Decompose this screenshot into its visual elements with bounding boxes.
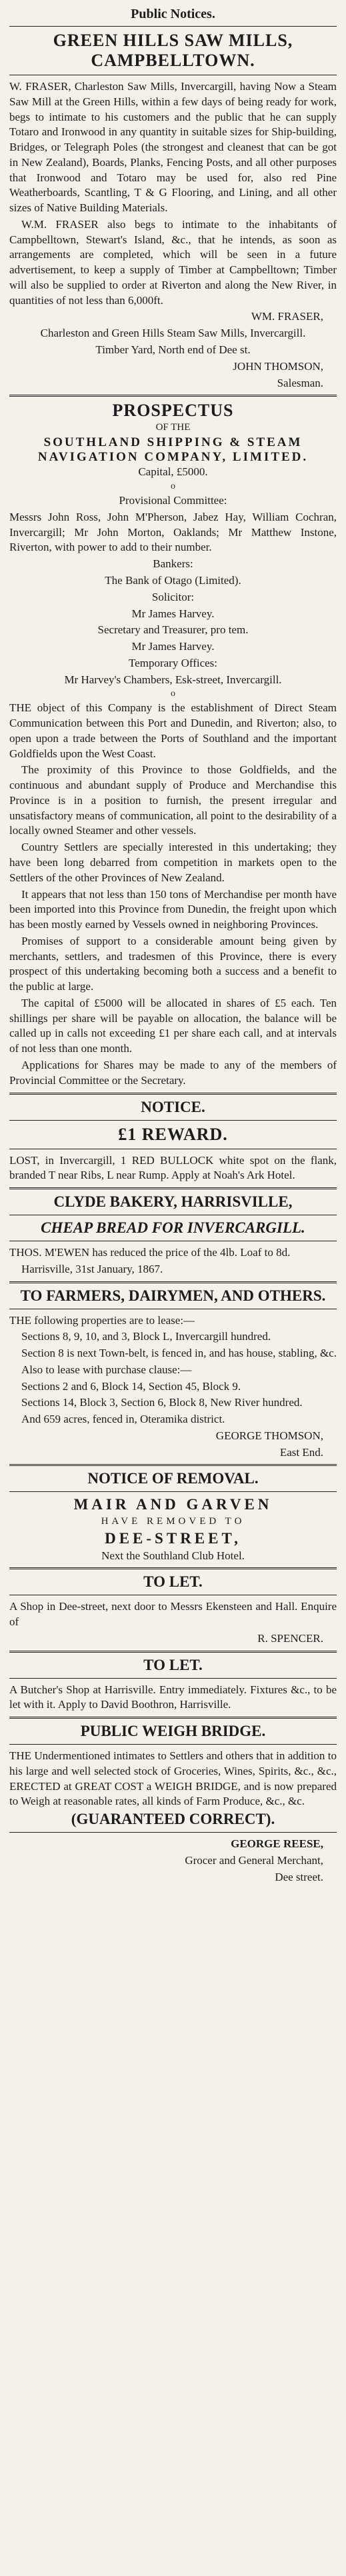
divider bbox=[9, 1678, 337, 1679]
to-let-shop-ad bbox=[9, 1573, 337, 1646]
bakery-body: THOS. M'EWEN has reduced the price of the 4lb. Loaf to 8d. bbox=[9, 1246, 291, 1259]
secretary-label: Secretary and Treasurer, pro tem. bbox=[97, 623, 249, 637]
bakery-ad bbox=[9, 1193, 337, 1277]
weigh-bridge-sig-role: Grocer and General Merchant, bbox=[185, 1853, 323, 1867]
prospectus-p6: The capital of £5000 will be allocated in shares of £5 each. Ten shillings per share will be payable on allocation, the balance will be called up in calls not exceeding £1 per share each call, and at intervals of not less than one month. bbox=[9, 996, 337, 1055]
weigh-bridge-sig-place: Dee street. bbox=[275, 1870, 323, 1883]
bakery-sub: CHEAP BREAD FOR INVERCARGILL. bbox=[41, 1219, 305, 1237]
sawmill-ad bbox=[9, 31, 337, 391]
removal-line-2: DEE-STREET, bbox=[105, 1529, 241, 1547]
sawmill-sig-name: WM. FRASER, bbox=[251, 310, 323, 323]
weigh-bridge-heading: PUBLIC WEIGH BRIDGE. bbox=[80, 1723, 266, 1740]
divider bbox=[9, 1120, 337, 1121]
prospectus-p3: Country Settlers are specially interested in this undertaking; they have been long debarred from competition in markets open to the Settlers of the other Provinces of New Zealand. bbox=[9, 841, 337, 884]
to-let-heading: TO LET. bbox=[143, 1656, 203, 1673]
lease-item: Sections 8, 9, 10, and 3, Block L, Invercargill hundred. bbox=[21, 1330, 271, 1343]
prospectus-ad bbox=[9, 401, 337, 1088]
committee-members: Messrs John Ross, John M'Pherson, Jabez Hay, William Cochran, Invercargill; Mr John Morton, Oaklands; Mr Matthew Instone, Riverton, with power to add to their number. bbox=[9, 510, 337, 554]
prospectus-heading: PROSPECTUS bbox=[112, 401, 234, 421]
ornament: o bbox=[171, 689, 175, 699]
solicitor: Mr James Harvey. bbox=[131, 607, 215, 620]
prospectus-p2: The proximity of this Province to those Goldfields, and the continuous and abundant supply of Produce and Merchandise this Province is in a position to furnish, the present irregular and unsatisfactory means of communication, all point to the desirability of a locally owned Steamer and other vessels. bbox=[9, 763, 337, 837]
sawmill-timber-yard: Timber Yard, North end of Dee st. bbox=[95, 343, 251, 357]
prospectus-of-the: OF THE bbox=[155, 422, 191, 433]
bankers: The Bank of Otago (Limited). bbox=[105, 574, 241, 587]
bakery-date: Harrisville, 31st January, 1867. bbox=[21, 1262, 163, 1275]
removal-line-1: HAVE REMOVED TO bbox=[101, 1516, 245, 1527]
notice-heading: NOTICE. bbox=[141, 1098, 205, 1115]
prospectus-capital: Capital, £5000. bbox=[138, 465, 208, 479]
divider bbox=[9, 1491, 337, 1492]
lease-item: Sections 14, Block 3, Section 6, Block 8, New River hundred. bbox=[21, 1396, 303, 1409]
to-let-butcher-ad bbox=[9, 1657, 337, 1713]
weigh-bridge-guarantee: (GUARANTEED CORRECT). bbox=[71, 1811, 275, 1828]
weigh-bridge-body: THE Undermentioned intimates to Settlers and others that in addition to his large and well selected stock of Groceries, Wines, Spirits, &c., &c., ERECTED at GREAT COST a WEIGH BRIDGE, and is now prepared to Weigh at reasonable rates, all kinds of Farm Produce, &c., &c. bbox=[9, 1749, 337, 1808]
sawmill-agent: JOHN THOMSON, bbox=[233, 359, 323, 373]
divider bbox=[9, 1093, 337, 1095]
divider bbox=[9, 1567, 337, 1569]
sawmill-body-1: W. FRASER, Charleston Saw Mills, Invercargill, having Now a Steam Saw Mill at the Green Hills, within a few days of being ready for work, begs to intimate to his customers and the public that he can supply Totaro and Ironwood in any quantity in suitable sizes for Ship-building, Bridges, or Telegraph Poles (the strongest and cleanest that can be got in New Zealand), Boards, Planks, Fencing Posts, and all other purposes that Ironwood and Totaro may be used for, also red Pine Weatherboards, Scantling, T & G Flooring, and Lining, and all other sizes of Native Building Materials. bbox=[9, 80, 337, 215]
prospectus-p4: It appears that not less than 150 tons of Merchandise per month have been imported into this Province from Dunedin, the freight upon which has been mostly earned by Vessels owned in neighboring Provinces. bbox=[9, 887, 337, 931]
lease-item: Section 8 is next Town-belt, is fenced in, and has house, stabling, &c. bbox=[21, 1347, 337, 1360]
sawmill-agent-role: Salesman. bbox=[277, 376, 323, 389]
offices: Mr Harvey's Chambers, Esk-street, Invercargill. bbox=[64, 673, 282, 686]
divider bbox=[9, 395, 337, 397]
divider bbox=[9, 1744, 337, 1745]
to-let-sig: R. SPENCER. bbox=[257, 1631, 323, 1645]
to-let-heading: TO LET. bbox=[143, 1573, 203, 1591]
prospectus-company: SOUTHLAND SHIPPING & STEAM NAVIGATION COMPANY, LIMITED. bbox=[37, 435, 309, 465]
prospectus-p5: Promises of support to a considerable amount being given by merchants, settlers, and tradesmen of this Province, there is every prospect of this undertaking becoming both a success and a benefit to the public at large. bbox=[9, 934, 337, 993]
reward-body: LOST, in Invercargill, 1 RED BULLOCK white spot on the flank, branded T near Ribs, L near Rump. Apply at Noah's Ark Hotel. bbox=[9, 1153, 337, 1182]
removal-heading: NOTICE OF REMOVAL. bbox=[87, 1470, 259, 1487]
removal-line-3: Next the Southland Club Hotel. bbox=[101, 1549, 245, 1562]
lease-intro: THE following properties are to lease:— bbox=[9, 1313, 195, 1327]
bankers-label: Bankers: bbox=[153, 557, 193, 571]
sawmill-body-2: W.M. FRASER also begs to intimate to the inhabitants of Campbelltown, Stewart's Island, &c., that he intends, as soon as arrangements are completed, which will be seen in a future advertisement, to keep a supply of Timber at Campbelltown; Timber will also be supplied to order at Riverton and along the New River, in quantities of not less than 6,000ft. bbox=[9, 217, 337, 307]
lease-sig-place: East End. bbox=[279, 1445, 323, 1459]
lease-item: And 659 acres, fenced in, Oteramika district. bbox=[21, 1413, 225, 1426]
sawmill-sig-address: Charleston and Green Hills Steam Saw Mills, Invercargill. bbox=[40, 327, 306, 340]
prospectus-p1: THE object of this Company is the establishment of Direct Steam Communication between this Port and Dunedin, and Riverton; also, to open upon a trade between the Ports of Southland and the important Goldfields upon the West Coast. bbox=[9, 701, 337, 760]
lease-heading: TO FARMERS, DAIRYMEN, AND OTHERS. bbox=[20, 1287, 326, 1304]
removal-firm: MAIR AND GARVEN bbox=[73, 1496, 273, 1513]
prospectus-p7: Applications for Shares may be made to any of the members of Provincial Committee or the Secretary. bbox=[9, 1058, 337, 1087]
ornament: o bbox=[171, 481, 175, 492]
to-let-body: A Shop in Dee-street, next door to Messrs Ekensteen and Hall. Enquire of bbox=[9, 1600, 337, 1629]
to-let-butcher-body: A Butcher's Shop at Harrisville. Entry immediately. Fixtures &c., to be let with it. Apply to David Boothron, Harrisville. bbox=[9, 1683, 337, 1711]
lease-sig: GEORGE THOMSON, bbox=[215, 1429, 323, 1442]
sawmill-heading: GREEN HILLS SAW MILLS, CAMPBELLTOWN. bbox=[53, 31, 293, 70]
lease-item: Sections 2 and 6, Block 14, Section 45, Block 9. bbox=[21, 1379, 241, 1393]
reward-heading: £1 REWARD. bbox=[118, 1124, 228, 1144]
divider bbox=[9, 1187, 337, 1189]
reward-ad bbox=[9, 1099, 337, 1184]
offices-label: Temporary Offices: bbox=[128, 656, 218, 669]
lease-item: Also to lease with purchase clause:— bbox=[21, 1363, 192, 1376]
divider bbox=[9, 1651, 337, 1653]
divider bbox=[9, 1464, 337, 1466]
divider bbox=[9, 1832, 337, 1833]
divider bbox=[9, 26, 337, 27]
lease-ad bbox=[9, 1287, 337, 1461]
newspaper-column bbox=[9, 0, 337, 1885]
bakery-heading: CLYDE BAKERY, HARRISVILLE, bbox=[53, 1193, 293, 1211]
secretary-name: Mr James Harvey. bbox=[131, 640, 215, 653]
divider bbox=[9, 1281, 337, 1283]
divider bbox=[9, 1717, 337, 1719]
weigh-bridge-ad bbox=[9, 1723, 337, 1885]
removal-ad bbox=[9, 1470, 337, 1563]
page-title: Public Notices. bbox=[131, 7, 215, 21]
weigh-bridge-sig: GEORGE REESE, bbox=[231, 1837, 323, 1851]
committee-label: Provisional Committee: bbox=[119, 494, 227, 507]
solicitor-label: Solicitor: bbox=[151, 590, 195, 603]
